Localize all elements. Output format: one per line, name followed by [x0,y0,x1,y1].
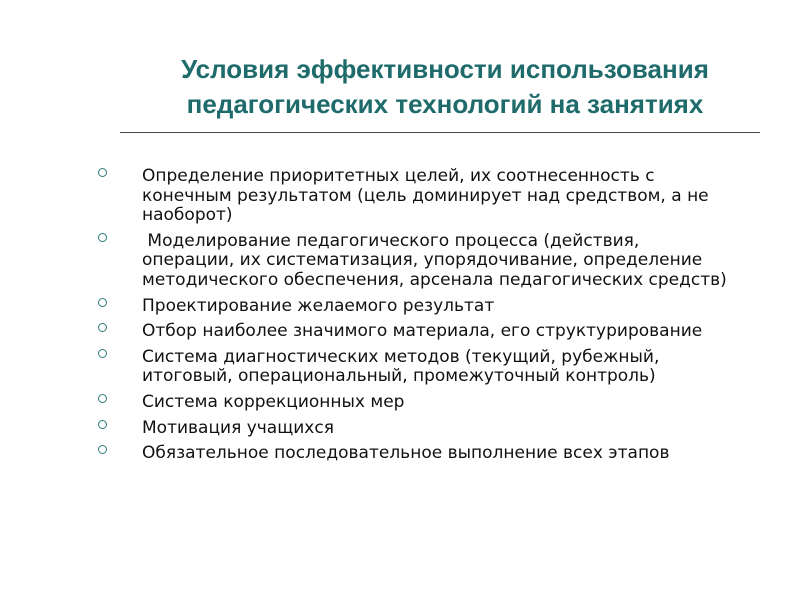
hollow-circle-icon [98,298,107,307]
list-item [95,419,735,439]
list-item-text: Проектирование желаемого результат [142,295,495,316]
list-item [95,444,735,464]
list-item-text: Отбор наиболее значимого материала, его структурирование [142,321,703,342]
hollow-circle-icon [98,349,107,358]
bullet-list [95,167,735,470]
list-item [95,322,735,342]
list-item-text: Обязательное последовательное выполнение всех этапов [142,443,670,464]
hollow-circle-icon [98,168,107,177]
list-item [95,348,735,387]
slide-title [100,52,790,122]
hollow-circle-icon [98,394,107,403]
list-item [95,297,735,317]
list-item-text: Моделирование педагогического процесса (действия, операции, их систематизация, упорядочивание, определение методического обеспечения, арсенала педагогических средств) [142,230,727,290]
slide-title-line-1: Условия эффективности использования [181,54,709,84]
list-item-text: Определение приоритетных целей, их соотнесенность с конечным результатом (цель доминирует над средством, а не наоборот) [142,166,709,226]
hollow-circle-icon [98,233,107,242]
list-item [95,393,735,413]
slide-title-line-2: педагогических технологий на занятиях [186,89,704,119]
hollow-circle-icon [98,323,107,332]
list-item-text: Мотивация учащихся [142,417,334,438]
hollow-circle-icon [98,445,107,454]
list-item-text: Система коррекционных мер [142,391,405,412]
list-item [95,232,735,291]
list-item-text: Система диагностических методов (текущий, рубежный, итоговый, операциональный, промежуточный контроль) [142,346,660,387]
title-divider [120,132,760,133]
hollow-circle-icon [98,420,107,429]
list-item [95,167,735,226]
